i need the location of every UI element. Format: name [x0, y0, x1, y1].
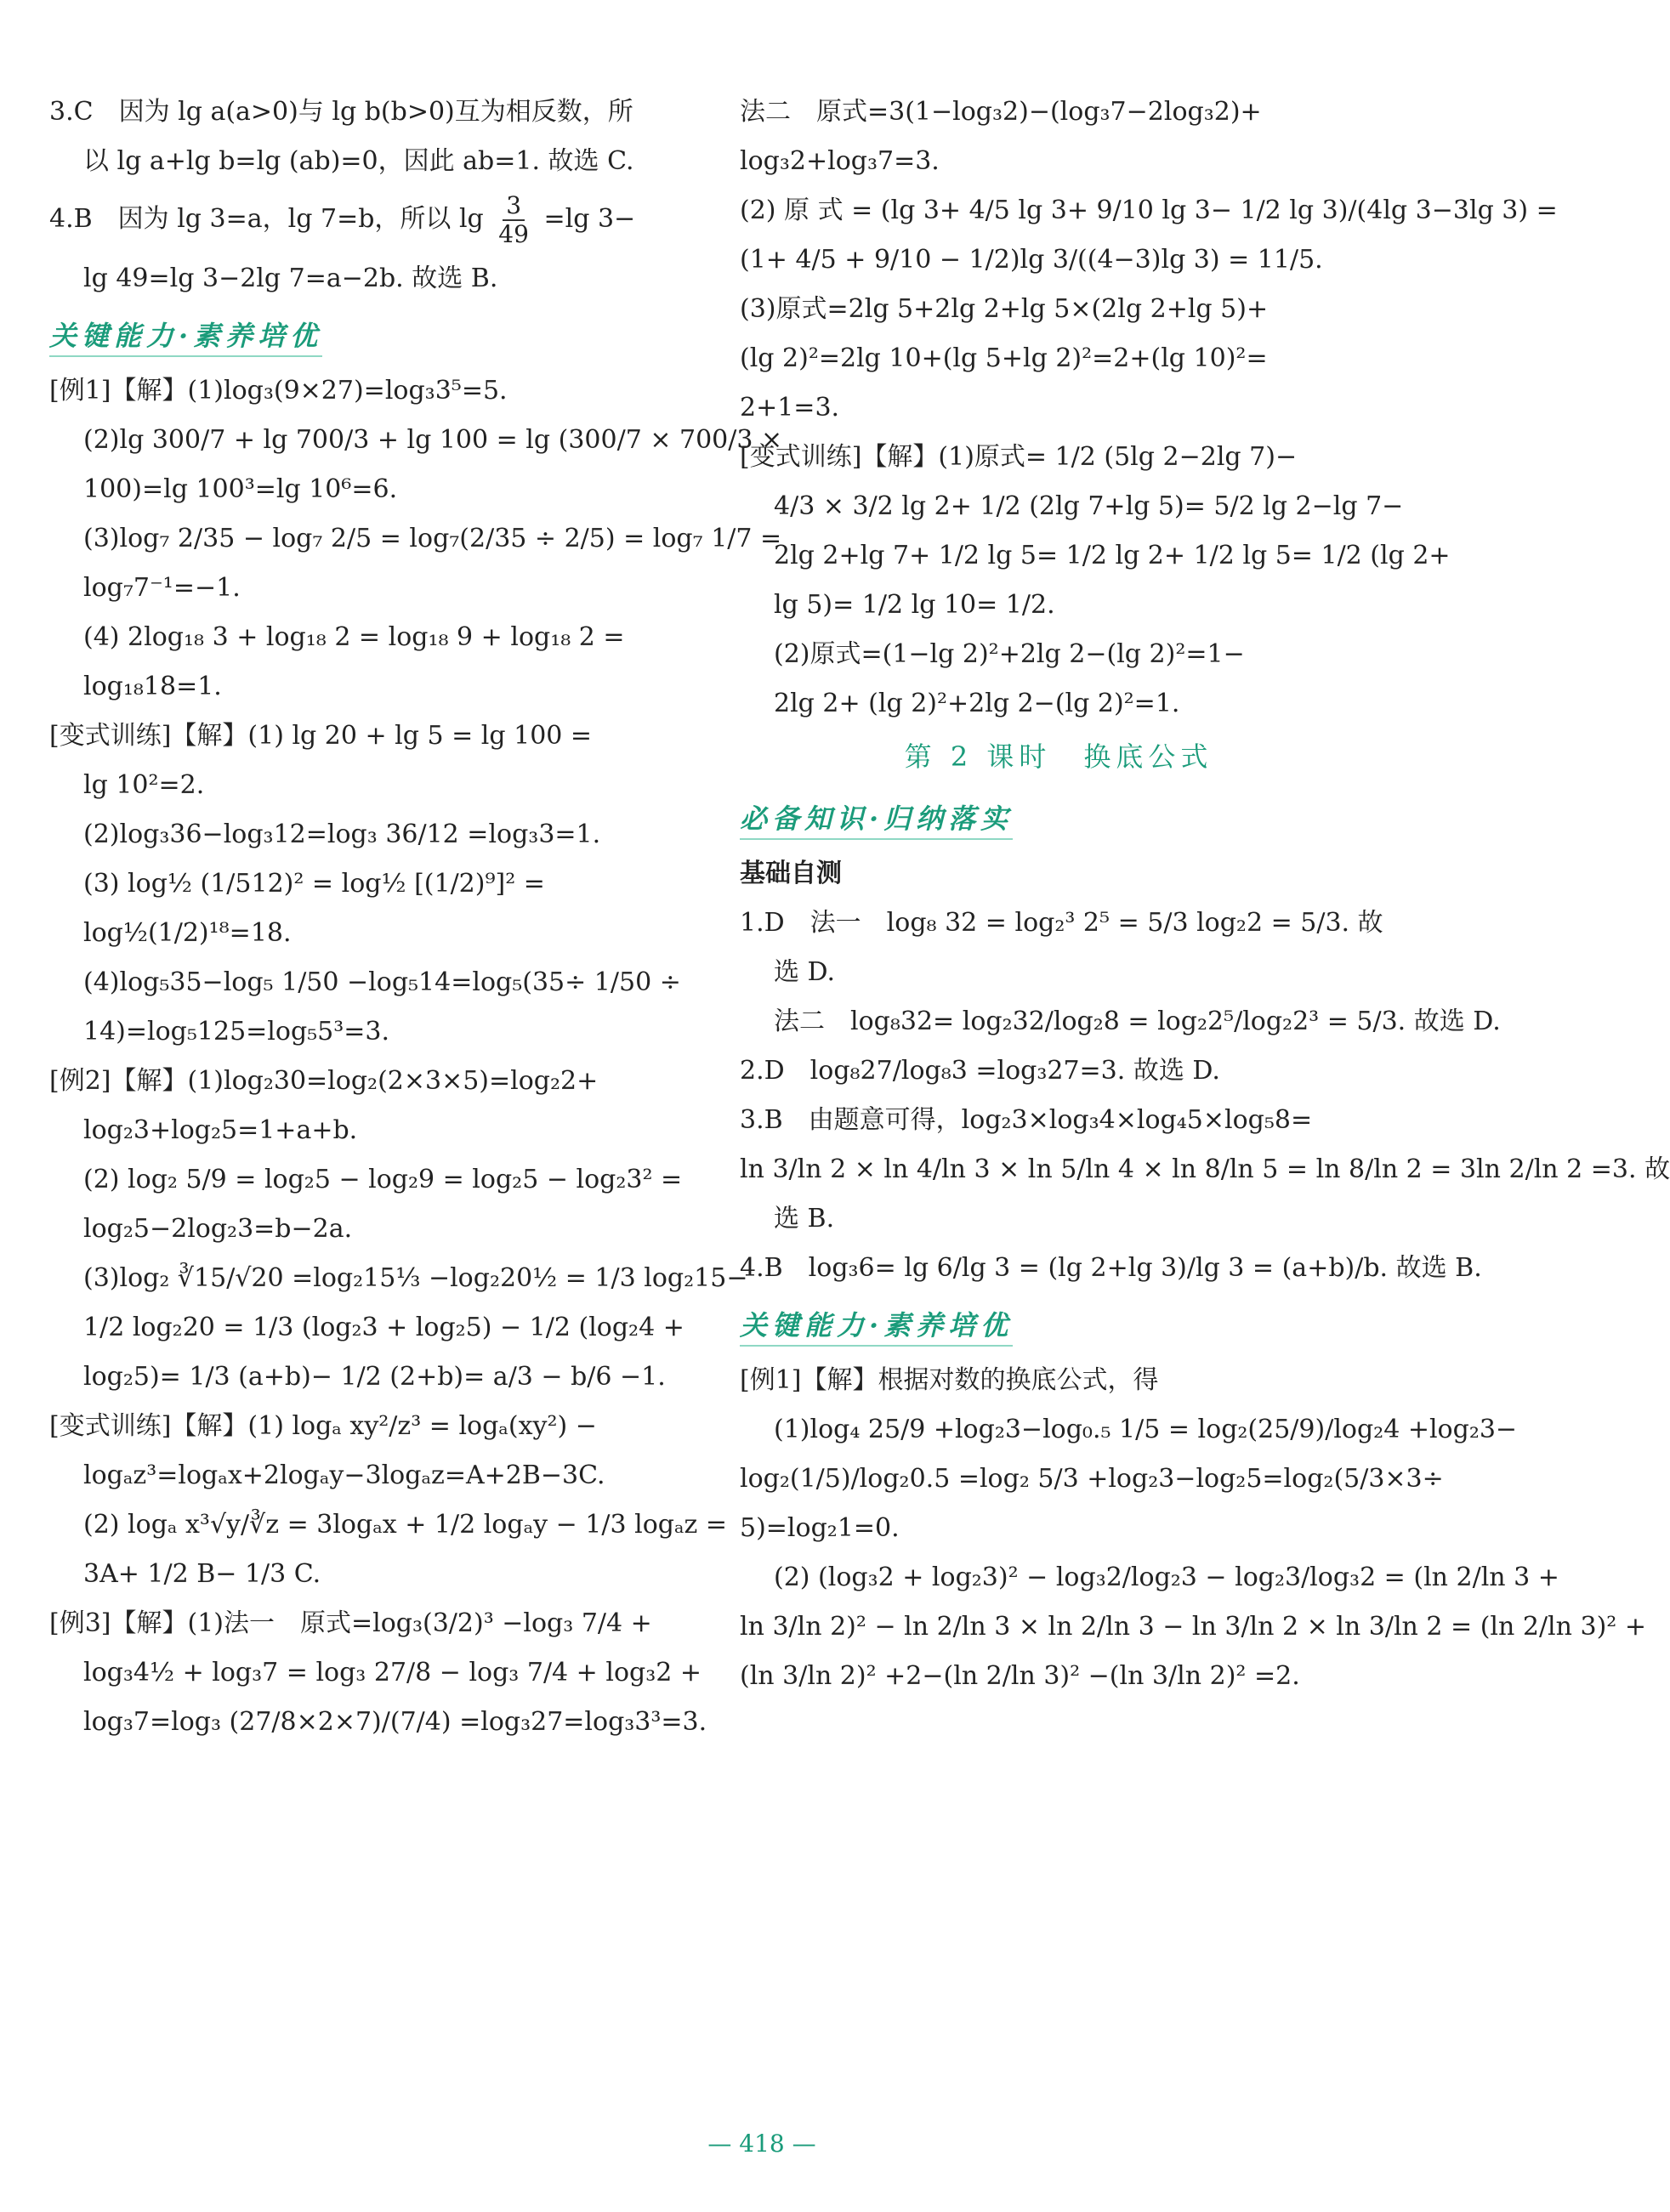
answer-3-cont: 以 lg a+lg b=lg (ab)=0，因此 ab=1. 故选 C.: [83, 146, 634, 176]
example-r7: (ln 3/ln 2)² +2−(ln 2/ln 3)² −(ln 3/ln 2)² =2.: [740, 1661, 1300, 1691]
variant-2-1: [变式训练]【解】(1) logₐ xy²/z³ = logₐ(xy²) −: [49, 1411, 597, 1441]
test-2: 2.D log₈27/log₈3 =log₃27=3. 故选 D.: [740, 1056, 1220, 1086]
example-r1: [例1]【解】根据对数的换底公式，得: [740, 1365, 1159, 1395]
method-2-2: log₃2+log₃7=3.: [740, 146, 940, 176]
answer-4-cont: lg 49=lg 3−2lg 7=a−2b. 故选 B.: [83, 264, 498, 293]
variant-3-3: 2lg 2+lg 7+ 1/2 lg 5= 1/2 lg 2+ 1/2 lg 5= 1/2 (lg 2+: [774, 541, 1451, 570]
section-heading: 关键能力·素养培优: [49, 316, 322, 357]
page-number: — 418 —: [707, 2130, 816, 2158]
variant-1-5: log½(1/2)¹⁸=18.: [83, 918, 292, 948]
example-r4: 5)=log₂1=0.: [740, 1513, 900, 1543]
example-1-1: [例1]【解】(1)log₃(9×27)=log₃3⁵=5.: [49, 376, 508, 406]
variant-1-6: (4)log₅35−log₅ 1/50 −log₅14=log₅(35÷ 1/50 ÷: [83, 967, 681, 997]
example-3-part2: (2) 原 式 = (lg 3+ 4/5 lg 3+ 9/10 lg 3− 1/2 lg 3)/(4lg 3−3lg 3) =: [740, 196, 1558, 225]
section-heading-3: 关键能力·素养培优: [740, 1306, 1013, 1347]
variant-3-2: 4/3 × 3/2 lg 2+ 1/2 (2lg 7+lg 5)= 5/2 lg 2−lg 7−: [774, 491, 1404, 521]
variant-2-3: (2) logₐ x³√y/∛z = 3logₐx + 1/2 logₐy − 1/3 logₐz =: [83, 1510, 728, 1540]
variant-3-4: lg 5)= 1/2 lg 10= 1/2.: [774, 590, 1055, 620]
variant-1-3: (2)log₃36−log₃12=log₃ 36/12 =log₃3=1.: [83, 820, 601, 849]
example-2-7: log₂5)= 1/3 (a+b)− 1/2 (2+b)= a/3 − b/6 −1.: [83, 1362, 666, 1392]
subheading-self-test: 基础自测: [740, 859, 842, 888]
test-1-method2: 法二 log₈32= log₂32/log₂8 = log₂2⁵/log₂2³ = 5/3. 故选 D.: [774, 1007, 1501, 1036]
example-2-3: (2) log₂ 5/9 = log₂5 − log₂9 = log₂5 − log₂3² =: [83, 1165, 683, 1194]
example-2-5: (3)log₂ ∛15/√20 =log₂15⅓ −log₂20½ = 1/3 log₂15−: [83, 1263, 748, 1293]
example-2-4: log₂5−2log₂3=b−2a.: [83, 1214, 353, 1244]
example-1-3: 100)=lg 100³=lg 10⁶=6.: [83, 474, 398, 504]
lesson-title: 第 2 课时 换底公式: [904, 740, 1213, 773]
variant-1-4: (3) log½ (1/512)² = log½ [(1/2)⁹]² =: [83, 869, 545, 899]
variant-2-4: 3A+ 1/2 B− 1/3 C.: [83, 1559, 321, 1589]
answer-4: 4.B 因为 lg 3=a，lg 7=b，所以 lg $\frac{3}{49}$ =lg 3−: [49, 191, 636, 248]
example-r2: (1)log₄ 25/9 +log₂3−log₀.₅ 1/5 = log₂(25/9)/log₂4 +log₂3−: [774, 1415, 1518, 1444]
example-1-6: (4) 2log₁₈ 3 + log₁₈ 2 = log₁₈ 9 + log₁₈ 2 =: [83, 622, 625, 652]
variant-1-2: lg 10²=2.: [83, 770, 205, 800]
variant-1-7: 14)=log₅125=log₅5³=3.: [83, 1017, 390, 1046]
example-2-6: 1/2 log₂20 = 1/3 (log₂3 + log₂5) − 1/2 (log₂4 +: [83, 1313, 684, 1342]
example-3-1: [例3]【解】(1)法一 原式=log₃(3/2)³ −log₃ 7/4 +: [49, 1608, 652, 1638]
variant-3-5: (2)原式=(1−lg 2)²+2lg 2−(lg 2)²=1−: [774, 639, 1245, 669]
example-3-3: log₃7=log₃ (27/8×2×7)/(7/4) =log₃27=log₃3³=3.: [83, 1707, 707, 1737]
example-2-1: [例2]【解】(1)log₂30=log₂(2×3×5)=log₂2+: [49, 1066, 599, 1096]
example-3-part3-3: 2+1=3.: [740, 393, 840, 423]
section-heading-2: 必备知识·归纳落实: [740, 799, 1013, 840]
variant-3-6: 2lg 2+ (lg 2)²+2lg 2−(lg 2)²=1.: [774, 689, 1180, 718]
example-1-4: (3)log₇ 2/35 − log₇ 2/5 = log₇(2/35 ÷ 2/5) = log₇ 1/7 =: [83, 524, 782, 553]
example-1-5: log₇7⁻¹=−1.: [83, 573, 241, 603]
test-3: 3.B 由题意可得，log₂3×log₃4×log₄5×log₅8=: [740, 1105, 1313, 1135]
test-3-end: 选 B.: [774, 1204, 835, 1234]
example-3-part3-1: (3)原式=2lg 5+2lg 2+lg 5×(2lg 2+lg 5)+: [740, 294, 1269, 324]
test-3-cont: ln 3/ln 2 × ln 4/ln 3 × ln 5/ln 4 × ln 8/ln 5 = ln 8/ln 2 = 3ln 2/ln 2 =3. 故: [740, 1154, 1670, 1184]
fraction: $\frac{3}{49}$: [498, 191, 529, 248]
example-3-part2-result: (1+ 4/5 + 9/10 − 1/2)lg 3/((4−3)lg 3) = 11/5.: [740, 245, 1323, 275]
test-1-cont: 选 D.: [774, 957, 836, 987]
variant-1-1: [变式训练]【解】(1) lg 20 + lg 5 = lg 100 =: [49, 721, 593, 751]
example-2-2: log₂3+log₂5=1+a+b.: [83, 1115, 358, 1145]
example-3-2: log₃4½ + log₃7 = log₃ 27/8 − log₃ 7/4 + log₃2 +: [83, 1658, 702, 1687]
variant-2-2: logₐz³=logₐx+2logₐy−3logₐz=A+2B−3C.: [83, 1460, 605, 1490]
example-r6: ln 3/ln 2)² − ln 2/ln 3 × ln 2/ln 3 − ln 3/ln 2 × ln 3/ln 2 = (ln 2/ln 3)² +: [740, 1612, 1646, 1642]
example-3-part3-2: (lg 2)²=2lg 10+(lg 5+lg 2)²=2+(lg 10)²=: [740, 343, 1268, 373]
example-r5: (2) (log₃2 + log₂3)² − log₃2/log₂3 − log₂3/log₃2 = (ln 2/ln 3 +: [774, 1563, 1559, 1592]
left-column: [49, 94, 783, 1753]
right-column: [740, 94, 1670, 1707]
example-1-7: log₁₈18=1.: [83, 672, 222, 701]
variant-3-1: [变式训练]【解】(1)原式= 1/2 (5lg 2−2lg 7)−: [740, 442, 1298, 472]
method-2-1: 法二 原式=3(1−log₃2)−(log₃7−2log₃2)+: [740, 97, 1262, 127]
test-4: 4.B log₃6= lg 6/lg 3 = (lg 2+lg 3)/lg 3 = (a+b)/b. 故选 B.: [740, 1253, 1482, 1283]
example-1-2: (2)lg 300/7 + lg 700/3 + lg 100 = lg (300/7 × 700/3 ×: [83, 425, 783, 455]
test-1: 1.D 法一 log₈ 32 = log₂³ 2⁵ = 5/3 log₂2 = 5/3. 故: [740, 908, 1383, 938]
answer-3: 3.C 因为 lg a(a>0)与 lg b(b>0)互为相反数，所: [49, 97, 633, 127]
example-r3: log₂(1/5)/log₂0.5 =log₂ 5/3 +log₂3−log₂5=log₂(5/3×3÷: [740, 1464, 1444, 1494]
